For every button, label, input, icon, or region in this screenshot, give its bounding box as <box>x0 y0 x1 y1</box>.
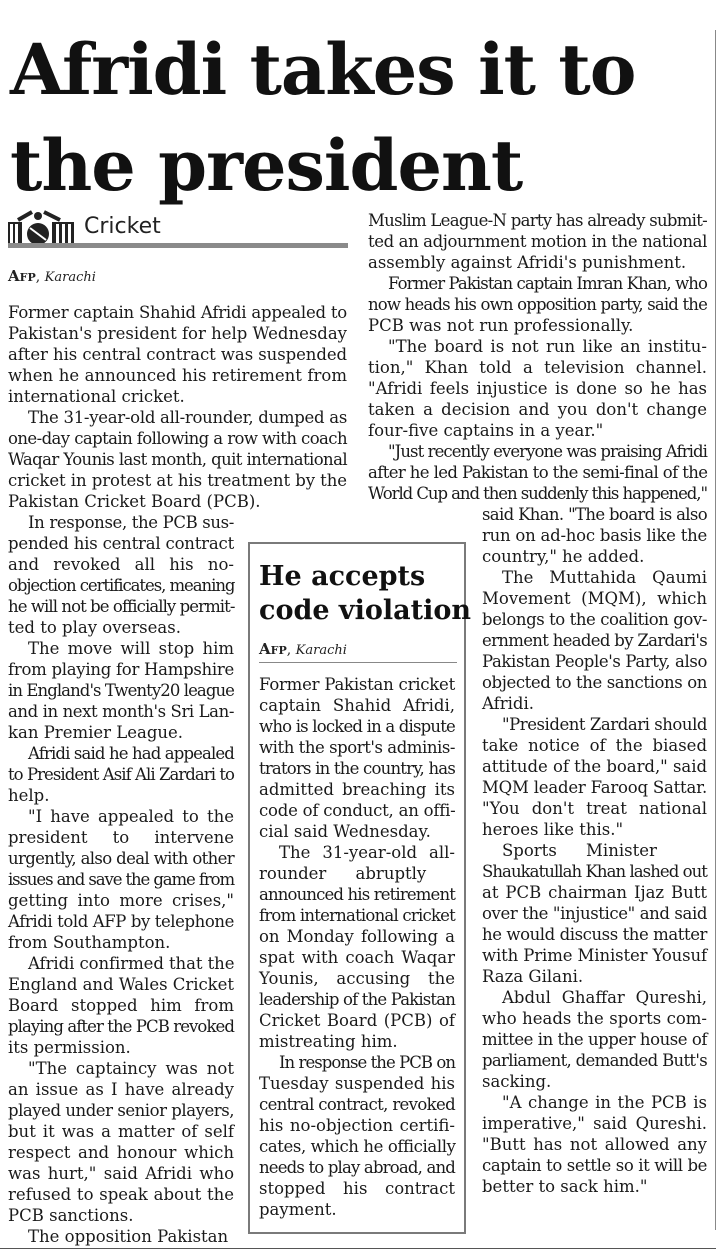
text-line: Tuesday suspended his <box>259 1074 455 1093</box>
text-line: MQM leader Farooq Sattar. <box>482 778 708 797</box>
text-line: Muslim League-N party has already submit- <box>368 211 708 230</box>
text-line: run on ad-hoc basis like the <box>482 526 708 545</box>
text-line: objected to the sanctions on <box>482 673 708 692</box>
text-line: kan Premier League. <box>8 723 184 742</box>
text-line: mittee in the upper house of <box>482 1030 708 1049</box>
text-line: World Cup and then suddenly this happened," <box>368 484 708 503</box>
text-line: Pakistan Cricket Board (PCB). <box>8 492 261 511</box>
text-line: but it was a matter of self <box>8 1122 234 1141</box>
sidebar-rule <box>259 662 457 663</box>
text-line: heroes like this." <box>482 820 624 839</box>
text-line: Cricket Board (PCB) of <box>259 1011 455 1030</box>
headline-line: the president <box>10 124 523 207</box>
text-line: when he announced his retirement from <box>8 366 347 385</box>
text-line: and revoked all his no- <box>8 555 234 574</box>
byline-city: Karachi <box>44 270 96 285</box>
section-rule <box>8 243 348 248</box>
text-line: take notice of the biased <box>482 736 707 755</box>
text-line: he would discuss the matter <box>482 925 708 944</box>
text-line: ted an adjournment motion in the national <box>368 232 708 251</box>
text-line: The opposition Pakistan <box>28 1227 229 1246</box>
text-line: rounder abruptly <box>259 864 427 883</box>
text-line: refused to speak about the <box>8 1185 234 1204</box>
text-line: taken a decision and you don't change <box>368 400 707 419</box>
sidebar-headline-line: code violation <box>259 595 471 626</box>
text-line: Movement (MQM), which <box>482 589 707 608</box>
text-line: needs to play abroad, and <box>259 1158 456 1177</box>
text-line: Pakistan People's Party, also <box>482 652 708 671</box>
text-line: trators in the country, has <box>259 759 456 778</box>
column-divider <box>715 30 716 1230</box>
text-line: from international cricket <box>259 906 456 925</box>
text-line: cricket in protest at his treatment by the <box>8 471 348 490</box>
text-line: his no-objection certifi- <box>259 1116 455 1135</box>
text-line: with Prime Minister Yousuf <box>482 946 708 965</box>
text-line: getting into more crises," <box>8 891 234 910</box>
text-line: attitude of the board," said <box>482 757 708 776</box>
text-line: who heads the sports com- <box>482 1009 707 1028</box>
text-line: urgently, also deal with other <box>8 849 235 868</box>
text-line: PCB sanctions. <box>8 1206 134 1225</box>
text-line: after his central contract was suspended <box>8 345 347 364</box>
sidebar-byline-city: Karachi <box>295 643 347 658</box>
text-line: Former Pakistan captain Imran Khan, who <box>388 274 708 293</box>
text-line: "Just recently everyone was praising Afridi <box>388 442 708 461</box>
byline-agency: Afp <box>8 267 36 285</box>
sidebar-byline-agency: Afp <box>259 640 287 658</box>
text-line: mistreating him. <box>259 1032 398 1051</box>
byline: Afp, Karachi <box>8 267 96 285</box>
text-line: an issue as I have already <box>8 1080 234 1099</box>
text-line: leadership of the Pakistan <box>259 990 456 1009</box>
text-line: Pakistan's president for help Wednesday <box>8 324 348 343</box>
text-line: Former captain Shahid Afridi appealed to <box>8 303 348 322</box>
text-line: assembly against Afridi's punishment. <box>368 253 687 272</box>
text-line: one-day captain following a row with coach <box>8 429 348 448</box>
text-line: In response the PCB on <box>279 1053 455 1072</box>
text-line: "I have appealed to the <box>28 807 234 826</box>
text-line: now heads his own opposition party, said the <box>368 295 708 314</box>
text-line: code of conduct, an offi- <box>259 801 456 820</box>
text-line: announced his retirement <box>259 885 456 904</box>
text-line: imperative," said Qureshi. <box>482 1114 707 1133</box>
headline <box>10 22 635 214</box>
text-line: international cricket. <box>8 387 185 406</box>
cricket-icon <box>8 210 74 246</box>
text-line: Afridi confirmed that the <box>28 954 235 973</box>
text-line: payment. <box>259 1200 337 1219</box>
sidebar-headline <box>259 560 471 628</box>
text-line: at PCB chairman Ijaz Butt <box>482 883 707 902</box>
text-line: from playing for Hampshire <box>8 660 235 679</box>
text-line: respect and honour which <box>8 1143 234 1162</box>
text-line: Shaukatullah Khan lashed out <box>482 862 707 881</box>
text-line: ernment headed by Zardari's <box>482 631 708 650</box>
text-line: country," he added. <box>482 547 645 566</box>
text-line: belongs to the coalition gov- <box>482 610 708 629</box>
text-line: with the sport's adminis- <box>259 738 456 757</box>
text-line: Former Pakistan cricket <box>259 675 456 694</box>
sidebar-byline: Afp, Karachi <box>259 640 347 658</box>
text-line: Abdul Ghaffar Qureshi, <box>502 988 707 1007</box>
text-line: captain to settle so it will be <box>482 1156 708 1175</box>
text-line: Younis, accusing the <box>259 969 455 988</box>
text-line: central contract, revoked <box>259 1095 456 1114</box>
text-line: Afridi told AFP by telephone <box>8 912 234 931</box>
text-line: was hurt," said Afridi who <box>8 1164 234 1183</box>
text-line: "President Zardari should <box>502 715 708 734</box>
text-line: In response, the PCB sus- <box>28 513 235 532</box>
text-line: The 31-year-old all-rounder, dumped as <box>28 408 348 427</box>
text-line: pended his central contract <box>8 534 235 553</box>
text-line: The Muttahida Qaumi <box>502 568 707 587</box>
section-label <box>8 208 348 248</box>
text-line: to President Asif Ali Zardari to <box>8 765 234 784</box>
text-line: cates, which he officially <box>259 1137 456 1156</box>
text-line: parliament, demanded Butt's <box>482 1051 708 1070</box>
text-line: sacking. <box>482 1072 552 1091</box>
text-line: four-five captains in a year." <box>368 421 604 440</box>
text-line: Sports Minister <box>502 841 657 860</box>
text-line: captain Shahid Afridi, <box>259 696 455 715</box>
text-line: played under senior players, <box>8 1101 235 1120</box>
text-line: England and Wales Cricket <box>8 975 235 994</box>
text-line: playing after the PCB revoked <box>8 1017 235 1036</box>
text-line: tion," Khan told a television channel. <box>368 358 707 377</box>
section-title: Cricket <box>84 214 161 239</box>
text-line: over the "injustice" and said <box>482 904 708 923</box>
text-line: objection certificates, meaning <box>8 576 235 595</box>
text-line: Raza Gilani. <box>482 967 584 986</box>
sidebar-headline-line: He accepts <box>259 561 426 592</box>
text-line: Afridi said he had appealed <box>28 744 235 763</box>
text-line: from Southampton. <box>8 933 171 952</box>
text-line: "The board is not run like an institu- <box>388 337 707 356</box>
text-line: "Butt has not allowed any <box>482 1135 707 1154</box>
text-line: better to sack him." <box>482 1177 648 1196</box>
text-line: on Monday following a <box>259 927 455 946</box>
text-line: who is locked in a dispute <box>259 717 456 736</box>
headline-line: Afridi takes it to <box>10 28 636 111</box>
text-line: he will not be officially permit- <box>8 597 235 616</box>
text-line: president to intervene <box>8 828 234 847</box>
text-line: help. <box>8 786 50 805</box>
text-line: PCB was not run professionally. <box>368 316 634 335</box>
text-line: Afridi. <box>482 694 534 713</box>
text-line: The 31-year-old all- <box>279 843 455 862</box>
text-line: "The captaincy was not <box>28 1059 234 1078</box>
text-line: issues and save the game from <box>8 870 235 889</box>
text-line: stopped his contract <box>259 1179 455 1198</box>
text-line: "A change in the PCB is <box>502 1093 707 1112</box>
bottom-rule <box>0 1248 716 1249</box>
text-line: spat with coach Waqar <box>259 948 455 967</box>
text-line: after he led Pakistan to the semi-final of the <box>368 463 708 482</box>
text-line: admitted breaching its <box>259 780 455 799</box>
text-line: The move will stop him <box>28 639 234 658</box>
text-line: "Afridi feels injustice is done so he has <box>368 379 707 398</box>
text-line: "You don't treat national <box>482 799 707 818</box>
text-line: Board stopped him from <box>8 996 234 1015</box>
text-line: Waqar Younis last month, quit international <box>8 450 348 469</box>
text-line: and in next month's Sri Lan- <box>8 702 235 721</box>
text-line: said Khan. "The board is also <box>482 505 708 524</box>
text-line: in England's Twenty20 league <box>8 681 235 700</box>
text-line: ted to play overseas. <box>8 618 181 637</box>
text-line: its permission. <box>8 1038 131 1057</box>
text-line: cial said Wednesday. <box>259 822 431 841</box>
